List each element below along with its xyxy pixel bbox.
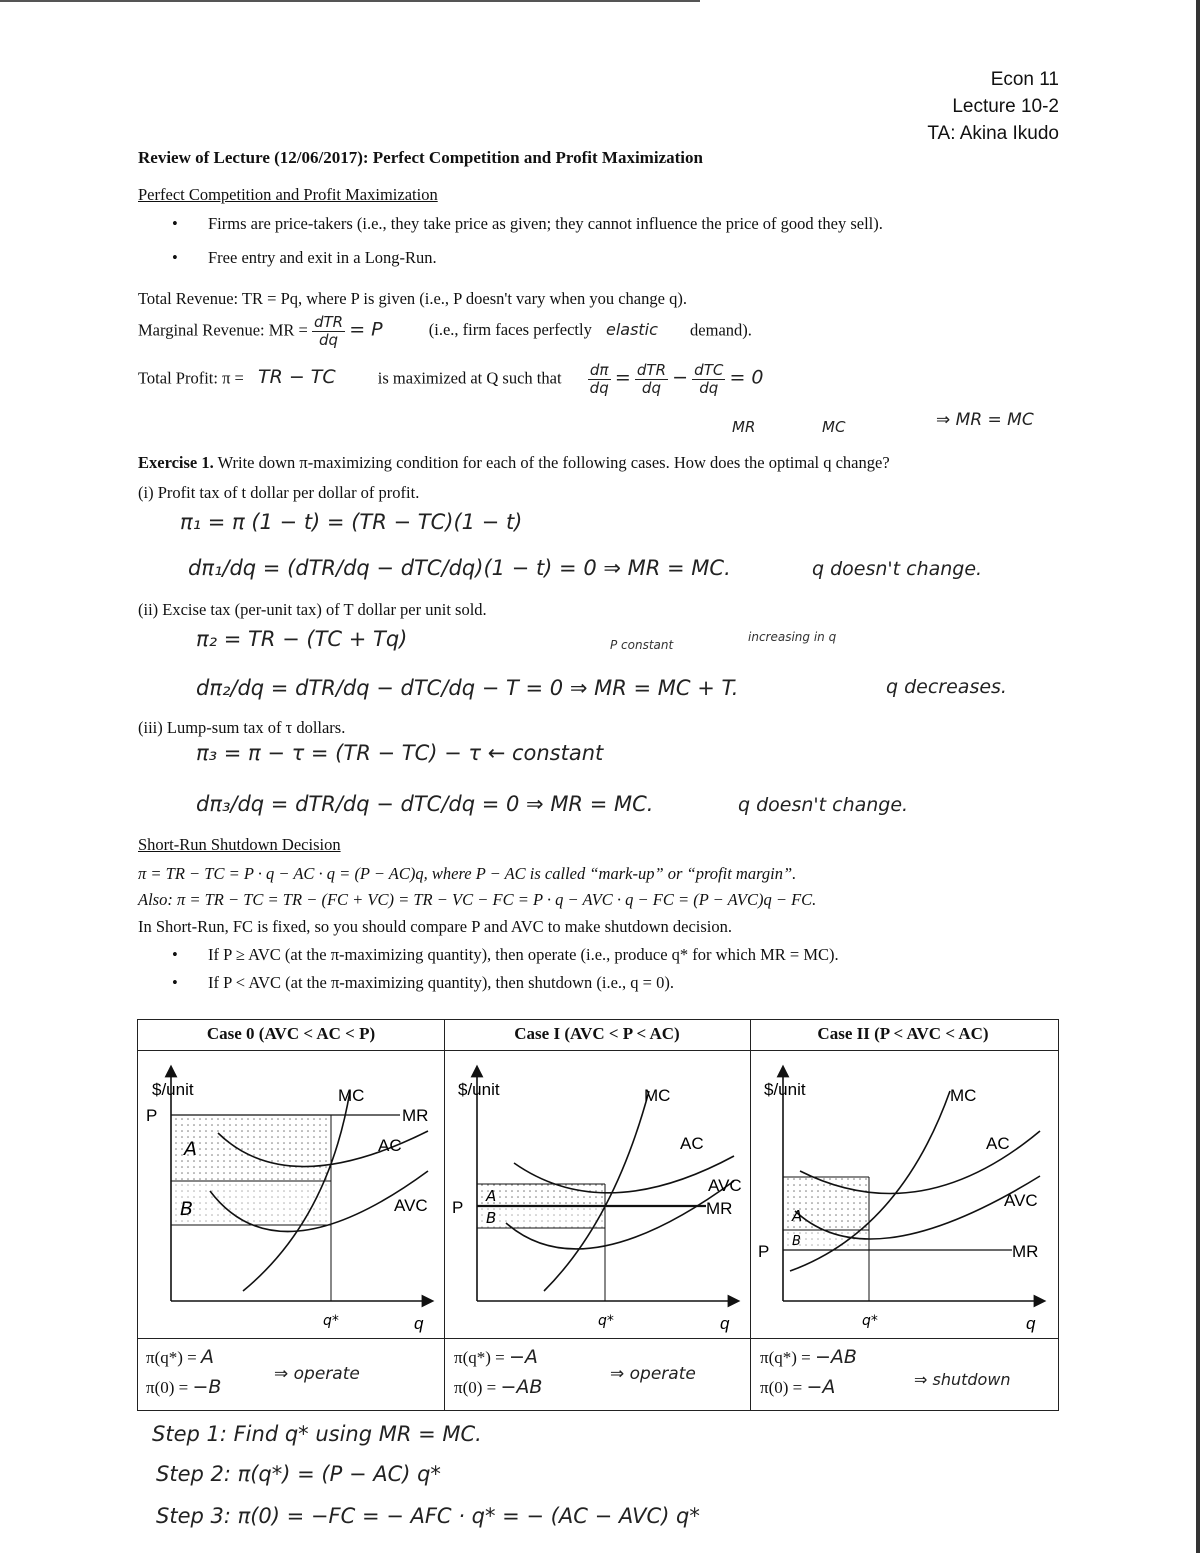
underbrace-mc: MC [822,418,846,436]
mr-equals-p: = P [349,318,383,341]
price-label: P [758,1242,770,1261]
mr-label: MR [1012,1242,1039,1261]
scan-edge-right [1196,0,1200,1553]
bullet-operate: • If P ≥ AVC (at the π-maximizing quantity), then operate (i.e., produce q* for which MR = MC). [208,945,839,965]
area-b [171,1181,331,1225]
step-3: Step 3: π(0) = −FC = − AFC · q* = − (AC − AVC) q* [156,1504,700,1528]
implies-mr-equals-mc: ⇒ MR = MC [936,410,1034,430]
case0-pi-zero: π(0) = −B [146,1376,222,1398]
profit-frac-dpi: $\frac{d\pi}{dq}$ [589,361,609,397]
case1-title: Case I (AVC < P < AC) [514,1024,680,1043]
bullet-shutdown: • If P < AVC (at the π-maximizing quantity), then shutdown (i.e., q = 0). [208,973,674,993]
exercise-part-3: (iii) Lump-sum tax of τ dollars. [138,718,346,737]
bullet-free-entry: • Free entry and exit in a Long-Run. [208,248,437,268]
underbrace-mr: MR [732,418,756,436]
part2-hw-line2: dπ₂/dq = dTR/dq − dTC/dq − T = 0 ⇒ MR = MC + T. [196,676,739,700]
shutdown-line3: In Short-Run, FC is fixed, so you should compare P and AVC to make shutdown decision. [138,917,732,936]
total-profit-def: Total Profit: π = TR − TC is maximized at Q such that $\frac{d\pi}{dq}$ = $\frac{\text{dTR}}{dq}$ − $\frac{\text{dTC}}{dq}$ = 0 [138,361,764,397]
mc-label: MC [950,1086,977,1105]
part2-note-p-constant: P constant [610,638,674,652]
ac-label: AC [378,1136,402,1155]
bullet-price-takers: • Firms are price-takers (i.e., they take price as given; they cannot influence the price of good they sell). [208,214,883,234]
profit-frac-dtr: $\frac{\text{dTR}}{dq}$ [636,361,666,397]
case2-pi-qstar: π(q*) = −AB [760,1346,857,1368]
case2-pi-zero: π(0) = −A [760,1376,836,1398]
avc-label: AVC [394,1196,428,1215]
cases-table [137,1019,1059,1411]
case1-chart [444,1051,750,1338]
part2-hw-line1: π₂ = TR − (TC + Tq) [196,627,408,651]
mr-suffix: demand). [690,320,752,340]
section-heading-perfect-competition: Perfect Competition and Profit Maximization [138,185,438,204]
mr-label: MR [706,1199,733,1218]
part1-hw-line1: π₁ = π (1 − t) = (TR − TC)(1 − t) [180,510,523,534]
exercise-title: Exercise 1. [138,453,214,472]
q-star-label: q* [862,1313,878,1329]
exercise-1 [138,453,890,473]
shutdown-line2: Also: π = TR − TC = TR − (FC + VC) = TR − VC − FC = P · q − AVC · q − FC = (P − AVC)q − FC. [138,890,817,909]
mr-prefix: Marginal Revenue: MR = [138,320,308,340]
profit-mid-text: is maximized at Q such that [377,368,562,388]
y-axis-label: $/unit [152,1080,194,1099]
q-axis-label: q [1026,1314,1036,1333]
exercise-part-1: (i) Profit tax of t dollar per dollar of profit. [138,483,420,502]
mc-label: MC [338,1086,365,1105]
case2-title: Case II (P < AVC < AC) [817,1024,989,1043]
case2-chart [750,1051,1056,1338]
mr-label: MR [402,1106,429,1125]
area-b-label: B [180,1198,194,1220]
profit-frac-dtc: $\frac{\text{dTC}}{dq}$ [694,361,724,397]
part1-hw-line2: dπ₁/dq = (dTR/dq − dTC/dq)(1 − t) = 0 ⇒ MR = MC. [188,556,731,580]
marginal-revenue-def [138,314,752,360]
part3-hw-line1: π₃ = π − τ = (TR − TC) − τ ← constant [196,741,604,765]
ac-label: AC [680,1134,704,1153]
q-axis-label: q [720,1314,730,1333]
avc-label: AVC [1004,1191,1038,1210]
price-label: P [452,1198,464,1217]
document-header [927,66,1059,147]
total-revenue-def: Total Revenue: TR = Pq, where P is given (i.e., P doesn't vary when you change q). [138,289,687,308]
scan-edge-top [0,0,700,2]
q-star-label: q* [323,1313,339,1329]
shutdown-line1: π = TR − TC = P · q − AC · q = (P − AC)q, where P − AC is called “mark-up” or “profit margin”. [138,864,797,883]
case0-pi-qstar: π(q*) = A [146,1346,214,1368]
case1-pi-zero: π(0) = −AB [454,1376,543,1398]
avc-label: AVC [708,1176,742,1195]
case1-decision: ⇒ operate [610,1364,696,1384]
lecture-number: Lecture 10-2 [952,96,1059,117]
area-a-label: A [184,1138,197,1160]
ac-label: AC [986,1134,1010,1153]
y-axis-label: $/unit [764,1080,806,1099]
area-b-label: B [486,1209,497,1227]
review-title: Review of Lecture (12/06/2017): Perfect Competition and Profit Maximization [138,148,703,167]
step-1: Step 1: Find q* using MR = MC. [152,1422,482,1446]
profit-tr-minus-tc: TR − TC [257,366,336,389]
part3-hw-line2: dπ₃/dq = dTR/dq − dTC/dq = 0 ⇒ MR = MC. [196,792,654,816]
course-name: Econ 11 [990,69,1059,90]
q-axis-label: q [414,1314,424,1333]
table-divider [138,1338,1058,1339]
area-a-label: A [792,1207,803,1225]
part1-hw-conclusion: q doesn't change. [812,558,983,580]
case1-pi-qstar: π(q*) = −A [454,1346,538,1368]
step-2: Step 2: π(q*) = (P − AC) q* [156,1462,441,1486]
ta-name: TA: Akina Ikudo [927,123,1059,144]
exercise-prompt: Write down π-maximizing condition for each of the following cases. How does the optimal q change? [217,453,890,472]
case0-chart [138,1051,444,1338]
exercise-part-2: (ii) Excise tax (per-unit tax) of T dollar per unit sold. [138,600,487,619]
case0-title: Case 0 (AVC < AC < P) [206,1024,376,1043]
shutdown-heading: Short-Run Shutdown Decision [138,835,341,854]
mr-mid-text: (i.e., firm faces perfectly [428,320,592,340]
case2-decision: ⇒ shutdown [914,1370,1011,1389]
area-a-label: A [486,1187,497,1205]
part2-note-increasing: increasing in q [748,630,837,644]
price-label: P [146,1106,158,1125]
part2-hw-conclusion: q decreases. [886,676,1007,698]
part3-hw-conclusion: q doesn't change. [738,794,909,816]
mr-fraction: $\frac{\text{dTR}}{dq}$ [313,313,344,349]
q-star-label: q* [598,1313,614,1329]
profit-prefix: Total Profit: π = [138,368,244,388]
mr-elastic-word: elastic [605,320,658,340]
y-axis-label: $/unit [458,1080,500,1099]
area-b-label: B [792,1234,801,1249]
mc-label: MC [644,1086,671,1105]
profit-equals-zero: = 0 [729,366,764,389]
case0-decision: ⇒ operate [274,1364,360,1384]
